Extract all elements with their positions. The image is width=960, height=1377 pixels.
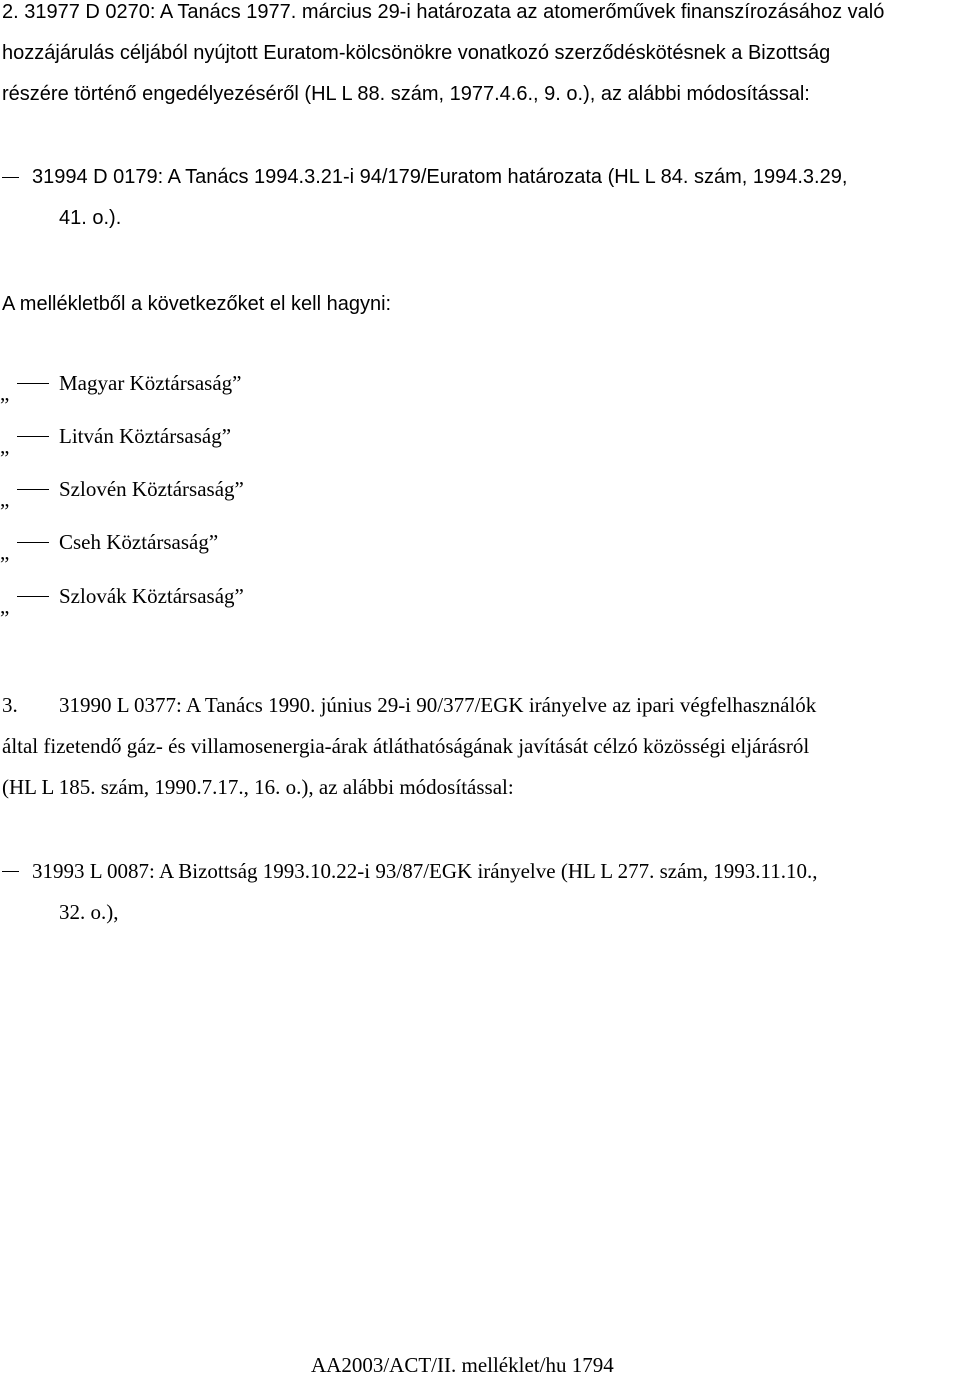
- item2-line-2: hozzájárulás céljából nyújtott Euratom-kölcsönökre vonatkozó szerződéskötésnek a Bizottság: [2, 42, 831, 64]
- item3-number: 3.: [2, 693, 18, 717]
- low-quote-mark: „: [0, 540, 10, 564]
- em-dash: [17, 383, 49, 384]
- em-dash: [17, 489, 49, 490]
- em-dash: [17, 542, 49, 543]
- removed-item-label: Magyar Köztársaság”: [59, 371, 242, 395]
- item3-line-3: (HL L 185. szám, 1990.7.17., 16. o.), az alábbi módosítással:: [2, 775, 514, 799]
- low-quote-mark: „: [0, 594, 10, 618]
- item2-amendment-line-2: 41. o.).: [59, 207, 122, 229]
- removed-item-label: Litván Köztársaság”: [59, 424, 232, 448]
- em-dash: [17, 596, 49, 597]
- item2-line-3: részére történő engedélyezéséről (HL L 88. szám, 1977.4.6., 9. o.), az alábbi módosítással:: [2, 83, 810, 105]
- amendment-dash: [2, 871, 19, 872]
- low-quote-mark: „: [0, 381, 10, 405]
- removed-item-label: Cseh Köztársaság”: [59, 530, 219, 554]
- item3-amendment-line-2: 32. o.),: [59, 900, 119, 924]
- item2-amendment-line-1: 31994 D 0179: A Tanács 1994.3.21-i 94/179/Euratom határozata (HL L 84. szám, 1994.3.29,: [32, 166, 848, 188]
- item3-amendment-line-1: 31993 L 0087: A Bizottság 1993.10.22-i 93/87/EGK irányelve (HL L 277. szám, 1993.11.10.,: [32, 859, 818, 883]
- amendment-dash: [2, 177, 19, 178]
- low-quote-mark: „: [0, 434, 10, 458]
- item3-line-2: által fizetendő gáz- és villamosenergia-árak átláthatóságának javítását célzó közösségi eljárásról: [2, 734, 810, 758]
- removed-item-label: Szlovák Köztársaság”: [59, 584, 244, 608]
- annex-intro: A mellékletből a következőket el kell hagyni:: [2, 293, 392, 315]
- removed-item-label: Szlovén Köztársaság”: [59, 477, 244, 501]
- em-dash: [17, 436, 49, 437]
- item3-line-1: 31990 L 0377: A Tanács 1990. június 29-i 90/377/EGK irányelve az ipari végfelhasználók: [59, 693, 817, 717]
- page-footer: AA2003/ACT/II. melléklet/hu 1794: [311, 1353, 614, 1377]
- low-quote-mark: „: [0, 487, 10, 511]
- item2-line-1: 2. 31977 D 0270: A Tanács 1977. március 29-i határozata az atomerőművek finanszírozásához való: [2, 1, 885, 23]
